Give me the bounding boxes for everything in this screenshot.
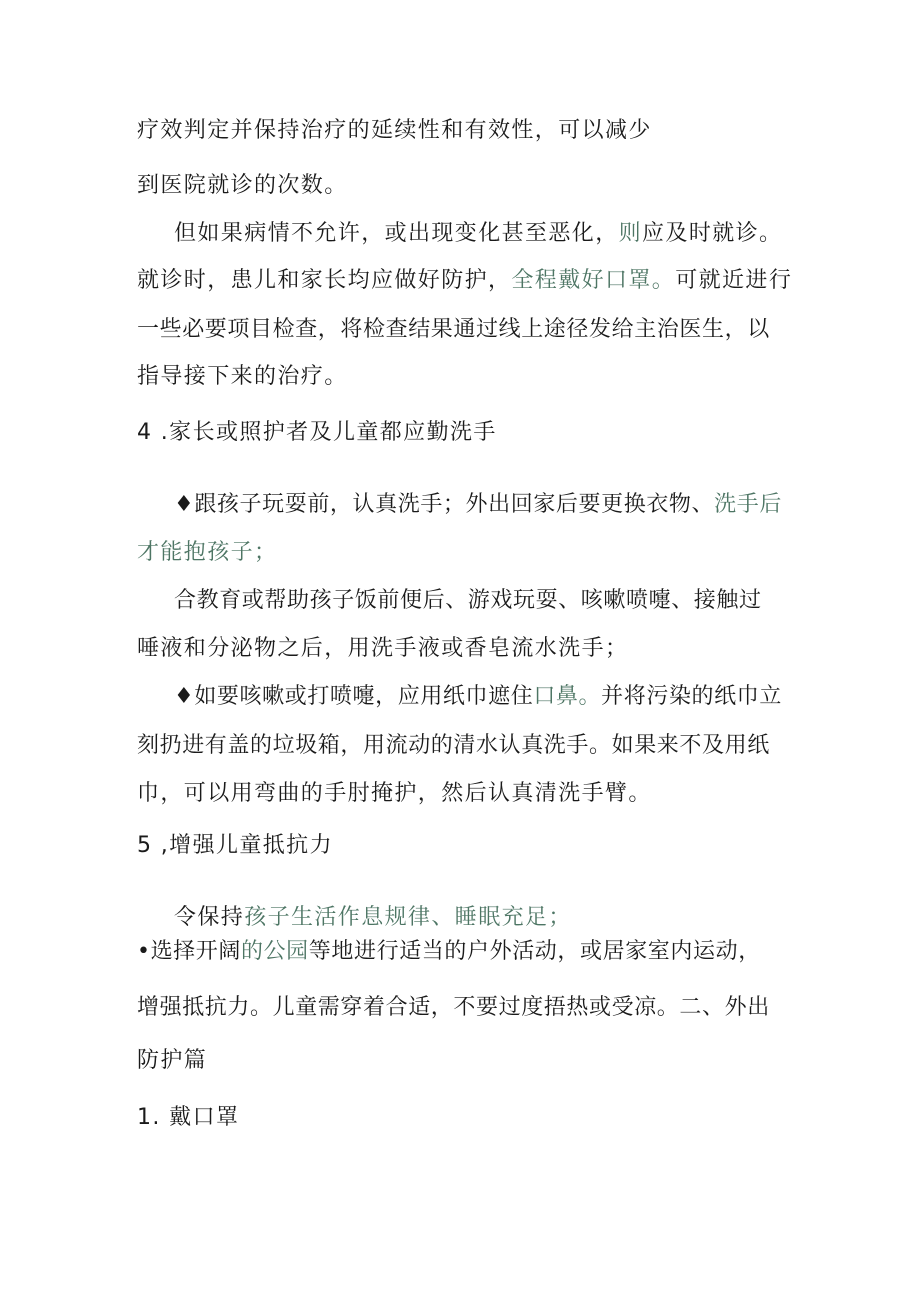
highlighted-text: 洗手后 [714, 492, 782, 517]
paragraph-line: 防护篇 [137, 1048, 208, 1073]
highlighted-text: 全程戴好口罩。 [511, 268, 676, 293]
bullet-line [137, 937, 761, 967]
section-heading-5: 5 ,增强儿童抵抗力 [137, 833, 333, 858]
paragraph-line: 增强抵抗力。儿童需穿着合适，不要过度捂热或受凉。二、外出 [137, 995, 770, 1020]
text-run: •选择开阔 [137, 939, 241, 964]
paragraph-line: 疗效判定并保持治疗的延续性和有效性，可以减少 [137, 118, 652, 143]
text-run: 令保持 [174, 905, 245, 930]
paragraph-line [137, 266, 792, 296]
paragraph-line [174, 219, 782, 249]
section-heading-1: 1. 戴口罩 [137, 1105, 240, 1130]
paragraph-line: 指导接下来的治疗。 [137, 364, 348, 389]
text-run: 应及时就诊。 [642, 221, 783, 246]
text-run: 但如果病情不允许，或出现变化甚至恶化， [174, 221, 619, 246]
highlighted-text: 的公园 [240, 939, 309, 964]
text-run: 等地进行适当的户外活动，或居家室内运动， [308, 939, 761, 964]
text-run: ♦跟孩子玩耍前，认真洗手；外出回家后要更换衣物、 [174, 492, 715, 517]
paragraph-line: 一些必要项目检查，将检查结果通过线上途径发给主治医生，以 [137, 317, 770, 342]
section-heading-4: 4 .家长或照护者及儿童都应勤洗手 [137, 420, 497, 445]
highlighted-line: 才能抱孩子； [137, 540, 278, 565]
paragraph-line: 刻扔进有盖的垃圾箱，用流动的清水认真洗手。如果来不及用纸 [137, 733, 770, 758]
text-run: 并将污染的纸巾立 [601, 684, 782, 709]
text-run: ♦如要咳嗽或打喷嚏，应用纸巾遮住 [174, 684, 534, 709]
highlighted-text: 口鼻。 [533, 684, 602, 709]
bullet-line [174, 903, 572, 933]
highlighted-text: 孩子生活作息规律、睡眠充足； [244, 905, 572, 930]
text-run: 可就近进行 [675, 268, 793, 293]
paragraph-line: 巾，可以用弯曲的手肘掩护，然后认真清洗手臂。 [137, 781, 652, 806]
highlighted-text: 则 [618, 221, 643, 246]
paragraph-line: 合教育或帮助孩子饭前便后、游戏玩耍、咳嗽喷嚏、接触过 [174, 588, 762, 613]
paragraph-line: 到医院就诊的次数。 [137, 173, 348, 198]
text-run: 就诊时，患儿和家长均应做好防护， [137, 268, 512, 293]
paragraph-line: 唾液和分泌物之后，用洗手液或香皂流水洗手； [137, 636, 629, 661]
bullet-line [174, 682, 782, 712]
bullet-line [174, 490, 782, 520]
